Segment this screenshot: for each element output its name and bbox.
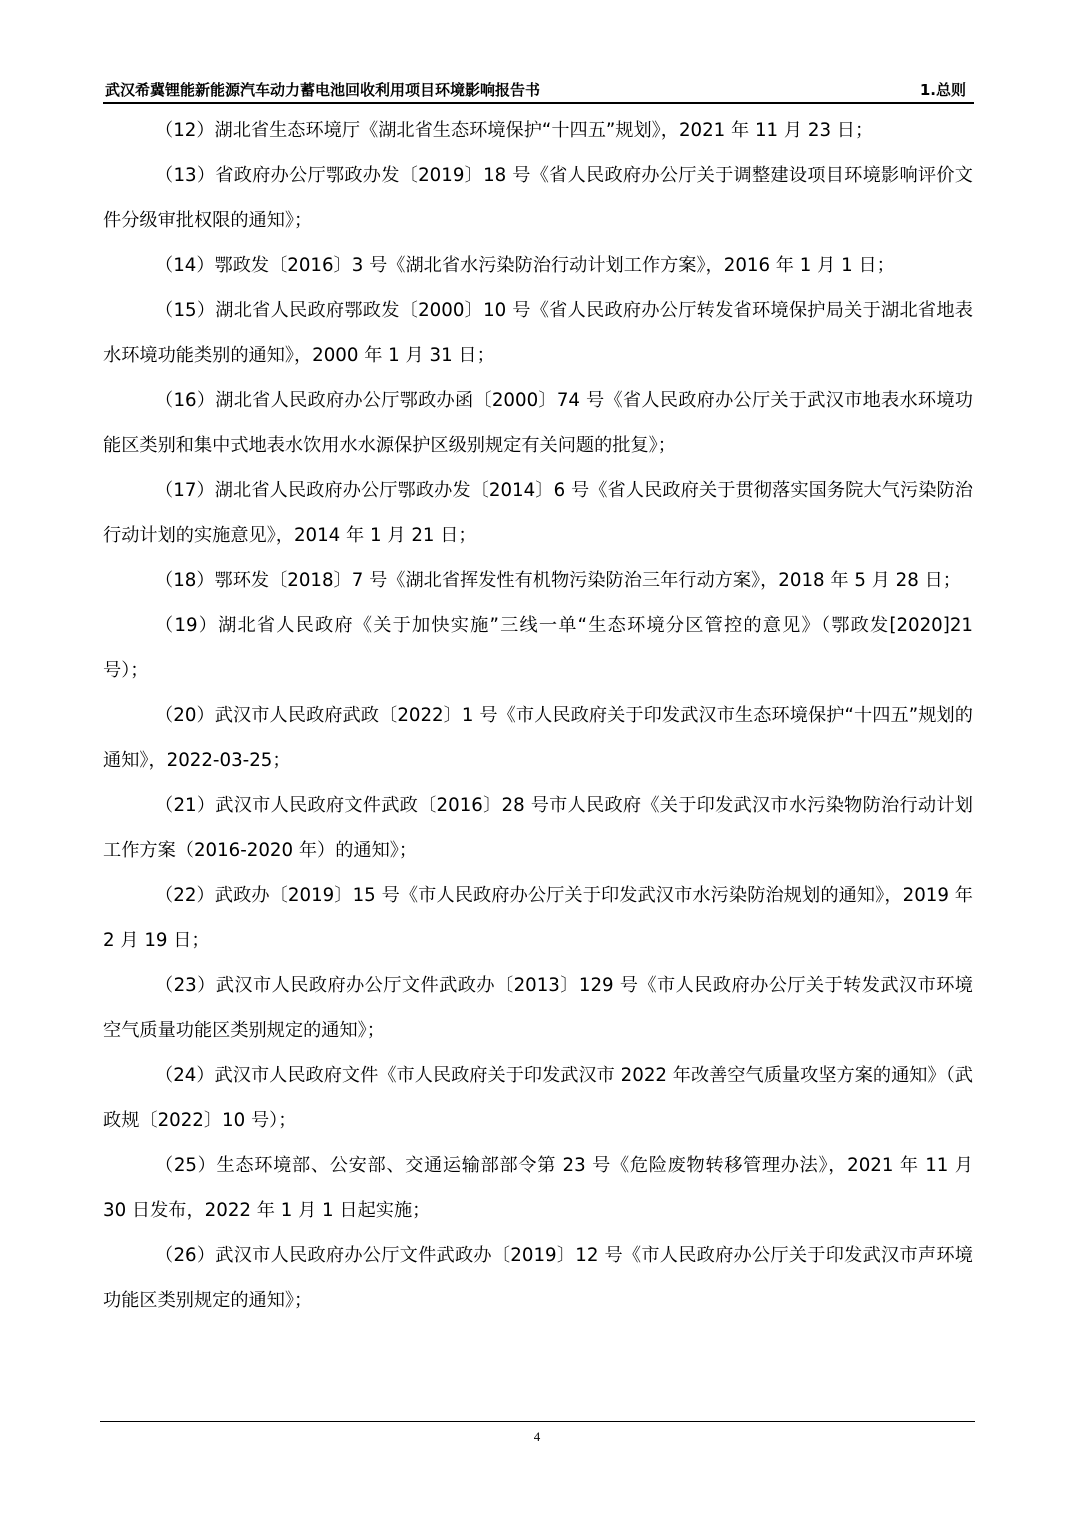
list-item: （15）湖北省人民政府鄂政发〔2000〕10 号《省人民政府办公厅转发省环境保护局关于湖北省地表水环境功能类别的通知》，2000 年 1 月 31 日； (103, 300, 973, 366)
list-item: （17）湖北省人民政府办公厅鄂政办发〔2014〕6 号《省人民政府关于贯彻落实国务院大气污染防治行动计划的实施意见》，2014 年 1 月 21 日； (103, 480, 973, 546)
list-item: （19）湖北省人民政府《关于加快实施”三线一单“生态环境分区管控的意见》（鄂政发[2020]21 号）； (103, 615, 973, 681)
list-item: （25）生态环境部、公安部、交通运输部部令第 23 号《危险废物转移管理办法》，2021 年 11 月 30 日发布，2022 年 1 月 1 日起实施； (103, 1155, 973, 1221)
list-item: （14）鄂政发〔2016〕3 号《湖北省水污染防治行动计划工作方案》，2016 年 1 月 1 日； (155, 255, 895, 276)
list-item: （21）武汉市人民政府文件武政〔2016〕28 号市人民政府《关于印发武汉市水污染物防治行动计划工作方案（2016-2020 年）的通知》； (103, 795, 973, 861)
list-item: （16）湖北省人民政府办公厅鄂政办函〔2000〕74 号《省人民政府办公厅关于武汉市地表水环境功能区类别和集中式地表水饮用水水源保护区级别规定有关问题的批复》； (103, 390, 973, 456)
list-item: （24）武汉市人民政府文件《市人民政府关于印发武汉市 2022 年改善空气质量攻坚方案的通知》（武政规〔2022〕10 号）； (103, 1065, 973, 1131)
section-label: 1.总则 (919, 81, 966, 99)
page-number: 4 (533, 1429, 541, 1444)
list-item: （26）武汉市人民政府办公厅文件武政办〔2019〕12 号《市人民政府办公厅关于印发武汉市声环境功能区类别规定的通知》； (103, 1245, 973, 1311)
list-item: （23）武汉市人民政府办公厅文件武政办〔2013〕129 号《市人民政府办公厅关于转发武汉市环境空气质量功能区类别规定的通知》； (103, 975, 973, 1041)
document-title: 武汉希冀锂能新能源汽车动力蓄电池回收利用项目环境影响报告书 (105, 81, 541, 99)
list-item: （13）省政府办公厅鄂政办发〔2019〕18 号《省人民政府办公厅关于调整建设项目环境影响评价文件分级审批权限的通知》； (103, 165, 973, 231)
list-item: （20）武汉市人民政府武政〔2022〕1 号《市人民政府关于印发武汉市生态环境保护“十四五”规划的通知》，2022-03-25； (103, 705, 973, 771)
page-header (103, 76, 974, 104)
list-item: （12）湖北省生态环境厅《湖北省生态环境保护“十四五”规划》，2021 年 11 月 23 日； (155, 120, 874, 141)
document-body (103, 108, 973, 1323)
list-item: （22）武政办〔2019〕15 号《市人民政府办公厅关于印发武汉市水污染防治规划的通知》，2019 年 2 月 19 日； (103, 885, 973, 951)
list-item: （18）鄂环发〔2018〕7 号《湖北省挥发性有机物污染防治三年行动方案》，2018 年 5 月 28 日； (155, 570, 961, 591)
footer-divider (100, 1421, 975, 1422)
